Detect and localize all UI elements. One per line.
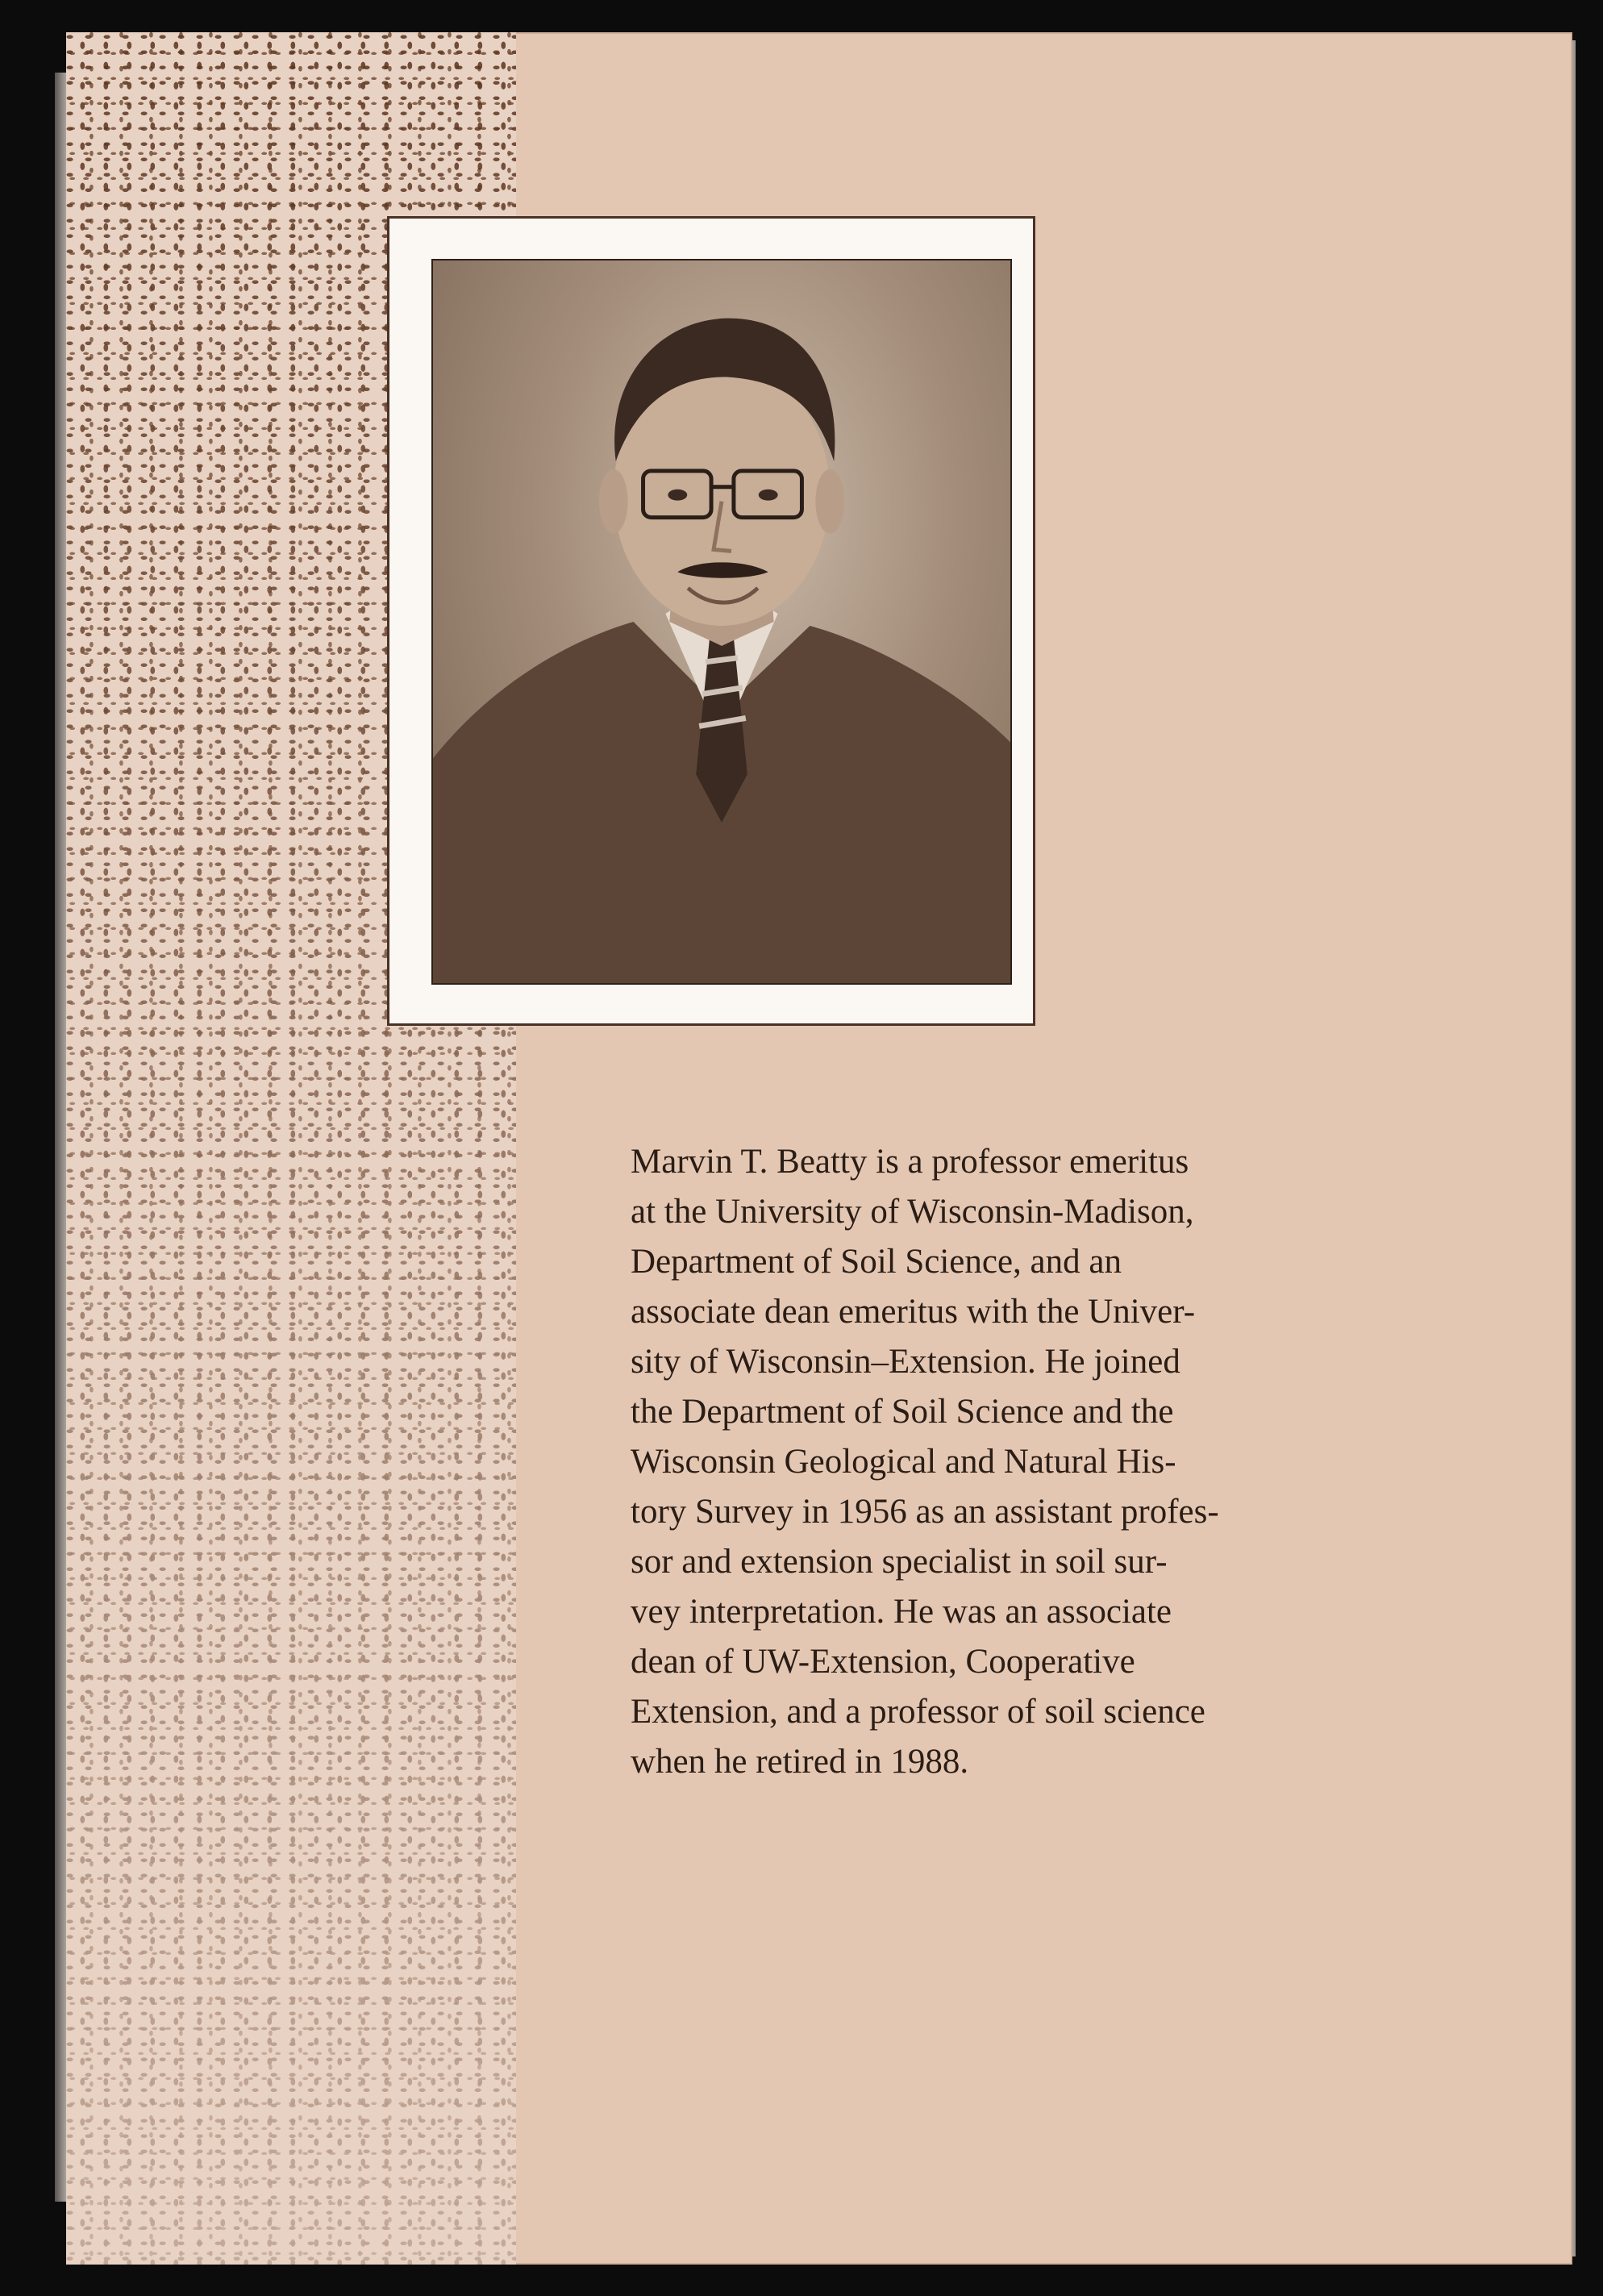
bio-line: Marvin T. Beatty is a professor emeritus — [631, 1143, 1189, 1181]
bio-line: when he retired in 1988. — [631, 1743, 969, 1781]
bio-line: at the University of Wisconsin-Madison, — [631, 1193, 1194, 1231]
bio-line: sor and extension specialist in soil sur- — [631, 1543, 1168, 1581]
bio-line: sity of Wisconsin–Extension. He joined — [631, 1343, 1180, 1381]
bio-line: associate dean emeritus with the Univer- — [631, 1293, 1196, 1331]
bio-line: tory Survey in 1956 as an assistant profes- — [631, 1493, 1219, 1531]
bio-line: Wisconsin Geological and Natural His- — [631, 1443, 1176, 1481]
bio-line: vey interpretation. He was an associate — [631, 1593, 1172, 1631]
bio-line: Department of Soil Science, and an — [631, 1243, 1122, 1281]
bio-line: dean of UW-Extension, Cooperative — [631, 1643, 1135, 1681]
author-portrait-image — [433, 260, 1010, 983]
author-photo — [431, 259, 1012, 985]
author-photo-frame — [387, 216, 1035, 1026]
author-bio — [631, 1137, 1437, 1787]
back-cover — [66, 32, 1572, 2265]
bio-line: the Department of Soil Science and the — [631, 1393, 1174, 1431]
bio-line: Extension, and a professor of soil science — [631, 1693, 1205, 1731]
